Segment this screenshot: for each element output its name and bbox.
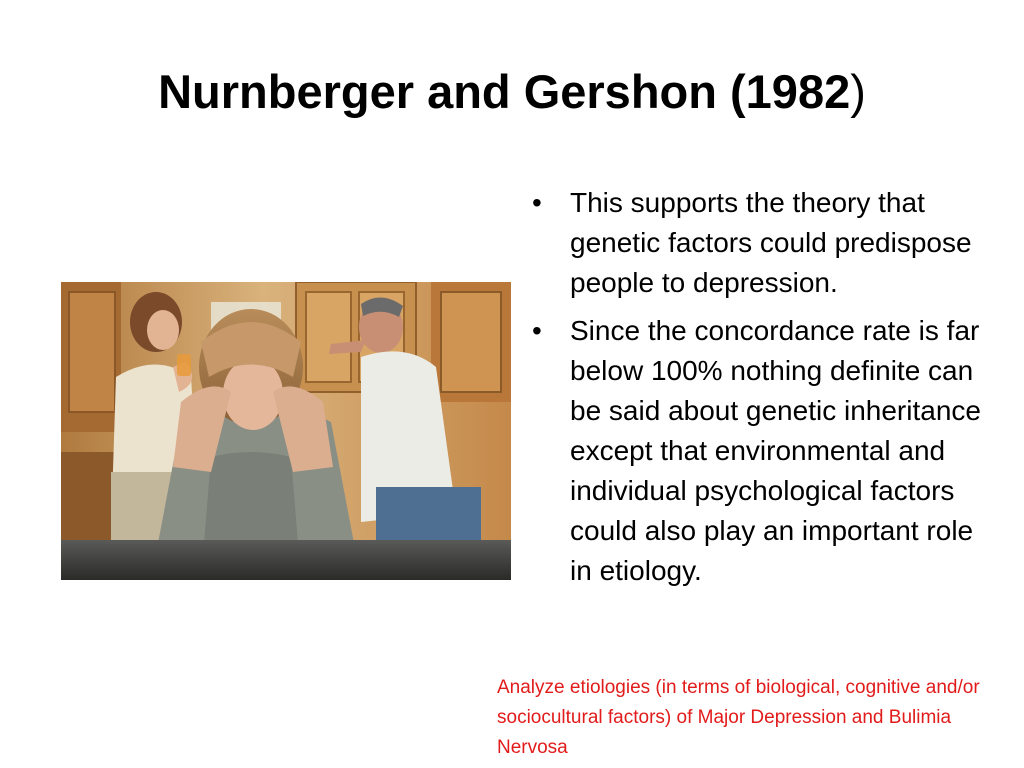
bullet-dot: • — [532, 187, 542, 218]
slide-title-main: Nurnberger and Gershon (1982 — [158, 65, 851, 118]
bullet-text: Since the concordance rate is far below 100% nothing definite can be said about genetic inheritance except that environmental and individual psychological factors could also play an important role in etiology. — [570, 315, 981, 586]
bullet-list — [530, 183, 1000, 599]
slide-title-closing-paren: ) — [850, 65, 866, 118]
bullet-item — [530, 183, 1000, 303]
bullet-dot: • — [532, 315, 542, 346]
bullet-item — [530, 311, 1000, 591]
family-conflict-photo — [61, 282, 511, 580]
bullet-text: This supports the theory that genetic factors could predispose people to depression. — [570, 187, 972, 298]
slide-title — [0, 62, 1024, 122]
syllabus-note: Analyze etiologies (in terms of biological, cognitive and/or sociocultural factors) of Major Depression and Bulimia Nervosa — [497, 677, 980, 758]
